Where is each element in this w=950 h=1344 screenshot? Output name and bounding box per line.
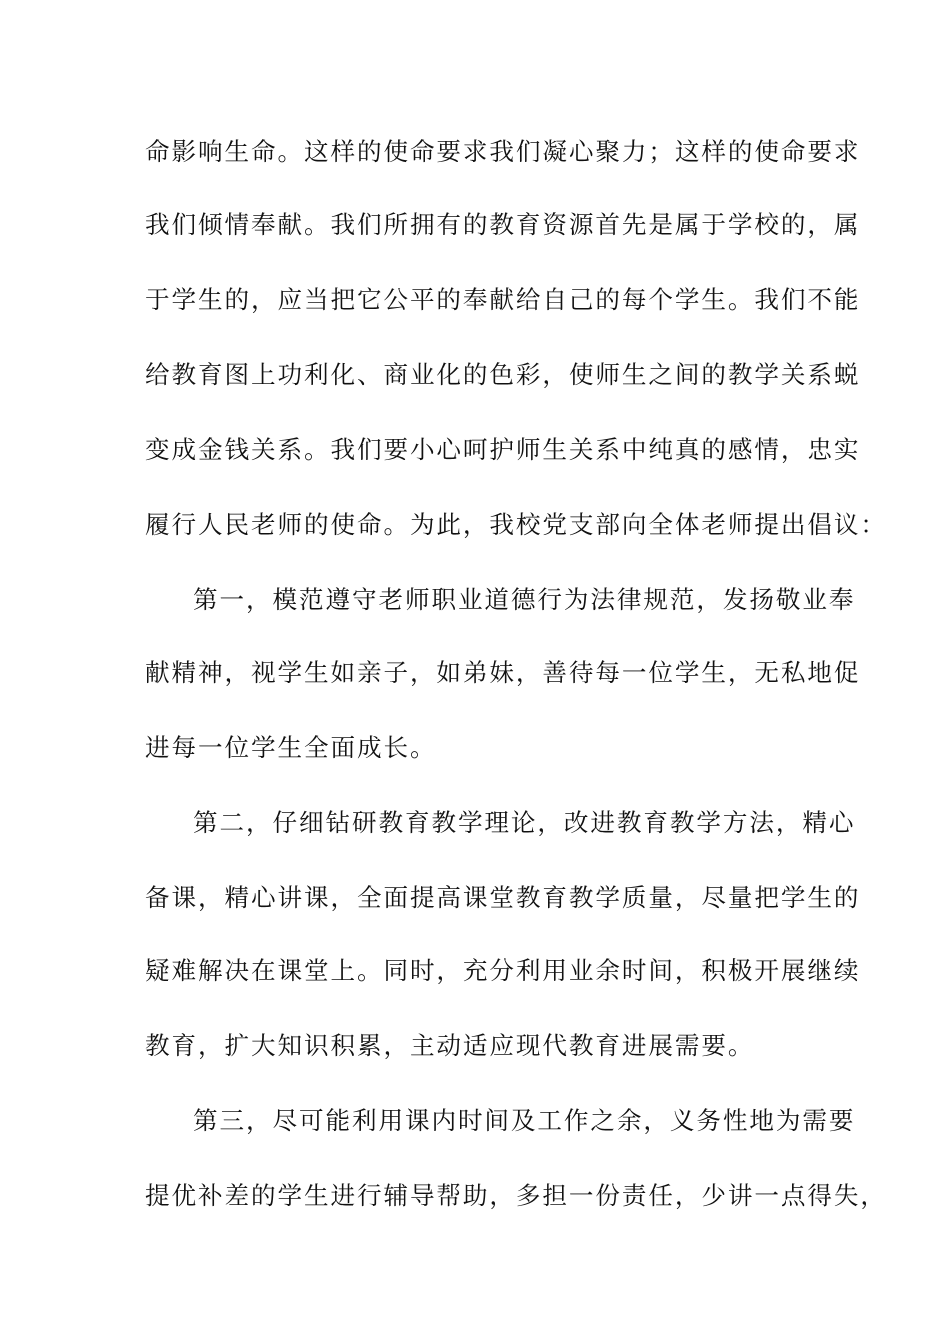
text-line: 提优补差的学生进行辅导帮助，多担一份责任，少讲一点得失， xyxy=(145,1181,887,1210)
paragraph-first-line: 第三，尽可能利用课内时间及工作之余，义务性地为需要 xyxy=(193,1106,856,1135)
text-line: 给教育图上功利化、商业化的色彩，使师生之间的教学关系蜕 xyxy=(145,360,861,389)
paragraph-first-line: 第一，模范遵守老师职业道德行为法律规范，发扬敬业奉 xyxy=(193,585,856,614)
text-line: 我们倾情奉献。我们所拥有的教育资源首先是属于学校的，属 xyxy=(145,210,861,239)
text-line: 履行人民老师的使命。为此，我校党支部向全体老师提出倡议： xyxy=(145,510,887,539)
text-line: 教育，扩大知识积累，主动适应现代教育进展需要。 xyxy=(145,1031,755,1060)
text-line: 备课，精心讲课，全面提高课堂教育教学质量，尽量把学生的 xyxy=(145,883,861,912)
text-line: 疑难解决在课堂上。同时，充分利用业余时间，积极开展继续 xyxy=(145,956,861,985)
paragraph-first-line: 第二，仔细钻研教育教学理论，改进教育教学方法，精心 xyxy=(193,808,856,837)
text-line: 命影响生命。这样的使命要求我们凝心聚力；这样的使命要求 xyxy=(145,137,861,166)
text-line: 献精神，视学生如亲子，如弟妹，善待每一位学生，无私地促 xyxy=(145,658,861,687)
text-line: 进每一位学生全面成长。 xyxy=(145,733,437,762)
text-line: 变成金钱关系。我们要小心呵护师生关系中纯真的感情，忠实 xyxy=(145,435,861,464)
text-line: 于学生的，应当把它公平的奉献给自己的每个学生。我们不能 xyxy=(145,285,861,314)
